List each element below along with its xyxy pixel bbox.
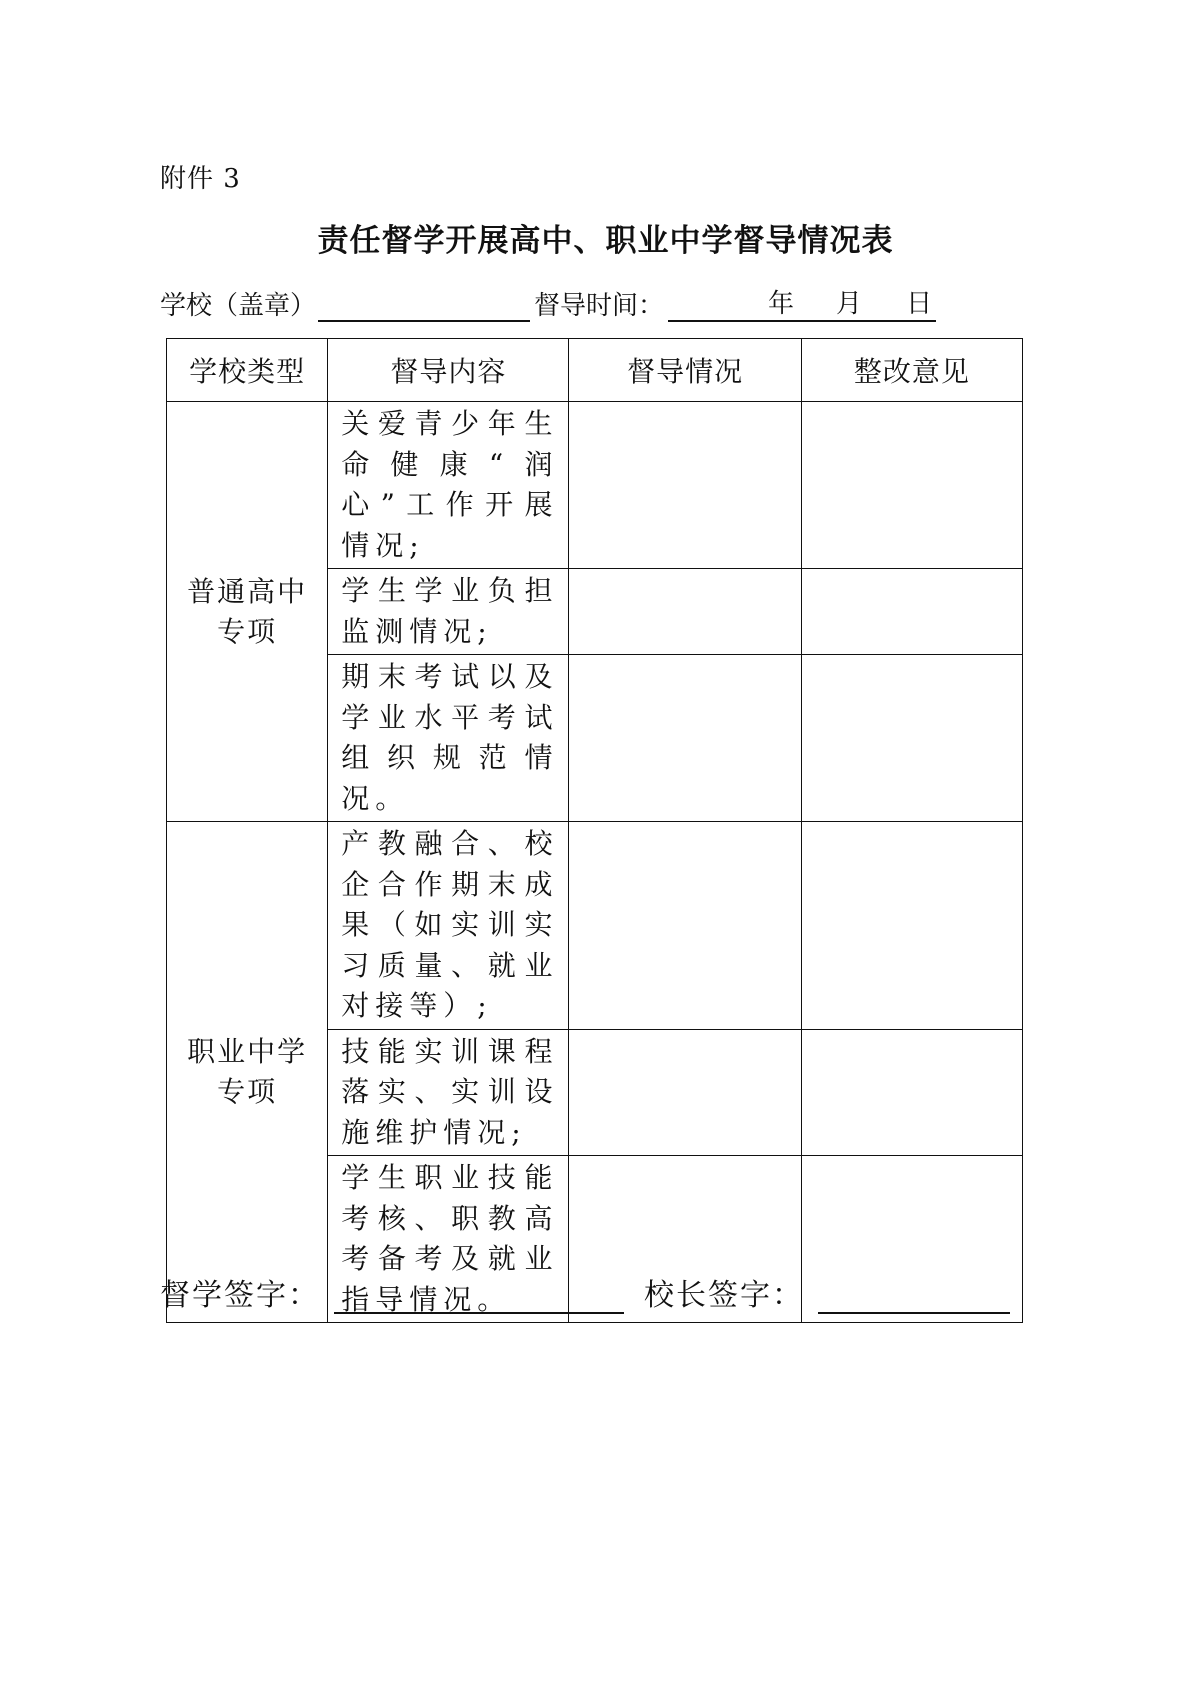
principal-signature-label: 校长签字： [644,1278,804,1313]
header-school-type: 学校类型 [167,339,328,402]
content-cell: 产教融合、校企合作期末成果（如实训实习质量、就业对接等）; [328,822,569,1030]
school-type-cell-vocational [167,822,328,1323]
content-cell: 学生职业技能考核、职教高考备考及就业指导情况。 [328,1156,569,1323]
rectification-input-cell[interactable] [801,402,1022,569]
principal-signature-field[interactable] [818,1278,1010,1314]
rectification-input-cell[interactable] [801,822,1022,1030]
table-row [167,822,1023,1030]
rectification-input-cell[interactable] [801,1029,1022,1156]
content-cell: 期末考试以及学业水平考试组织规范情况。 [328,655,569,822]
supervisor-signature [160,1270,624,1314]
rectification-input-cell[interactable] [801,569,1022,655]
supervisor-signature-label: 督学签字： [160,1278,320,1313]
principal-signature [644,1270,1010,1314]
status-input-cell[interactable] [569,1029,801,1156]
supervision-time-label: 督导时间： [534,291,665,321]
header-supervision-status: 督导情况 [569,339,801,402]
supervision-date-field[interactable] [668,290,936,322]
status-input-cell[interactable] [569,402,801,569]
table-row [167,402,1023,569]
school-stamp-label: 学校（盖章） [160,291,317,321]
content-cell: 关爱青少年生命健康“润心”工作开展情况; [328,402,569,569]
header-rectification: 整改意见 [801,339,1022,402]
attachment-number: 附件 3 [160,164,241,194]
content-cell: 学生学业负担监测情况; [328,569,569,655]
meta-line [160,285,936,322]
table-header-row [167,339,1023,402]
header-supervision-content: 督导内容 [328,339,569,402]
school-stamp-field[interactable] [318,290,530,322]
supervisor-signature-field[interactable] [334,1278,624,1314]
year-label: 年 [768,289,795,319]
school-type-cell-high-school [167,402,328,822]
rectification-input-cell[interactable] [801,655,1022,822]
day-label: 日 [906,289,933,319]
school-type-label: 普通高中专项 [187,574,308,648]
school-type-label: 职业中学专项 [187,1035,308,1108]
status-input-cell[interactable] [569,569,801,655]
status-input-cell[interactable] [569,822,801,1030]
content-cell: 技能实训课程落实、实训设施维护情况; [328,1029,569,1156]
document-title: 责任督学开展高中、职业中学督导情况表 [317,223,894,259]
supervision-table [166,338,1023,1323]
status-input-cell[interactable] [569,655,801,822]
month-label: 月 [836,289,863,319]
